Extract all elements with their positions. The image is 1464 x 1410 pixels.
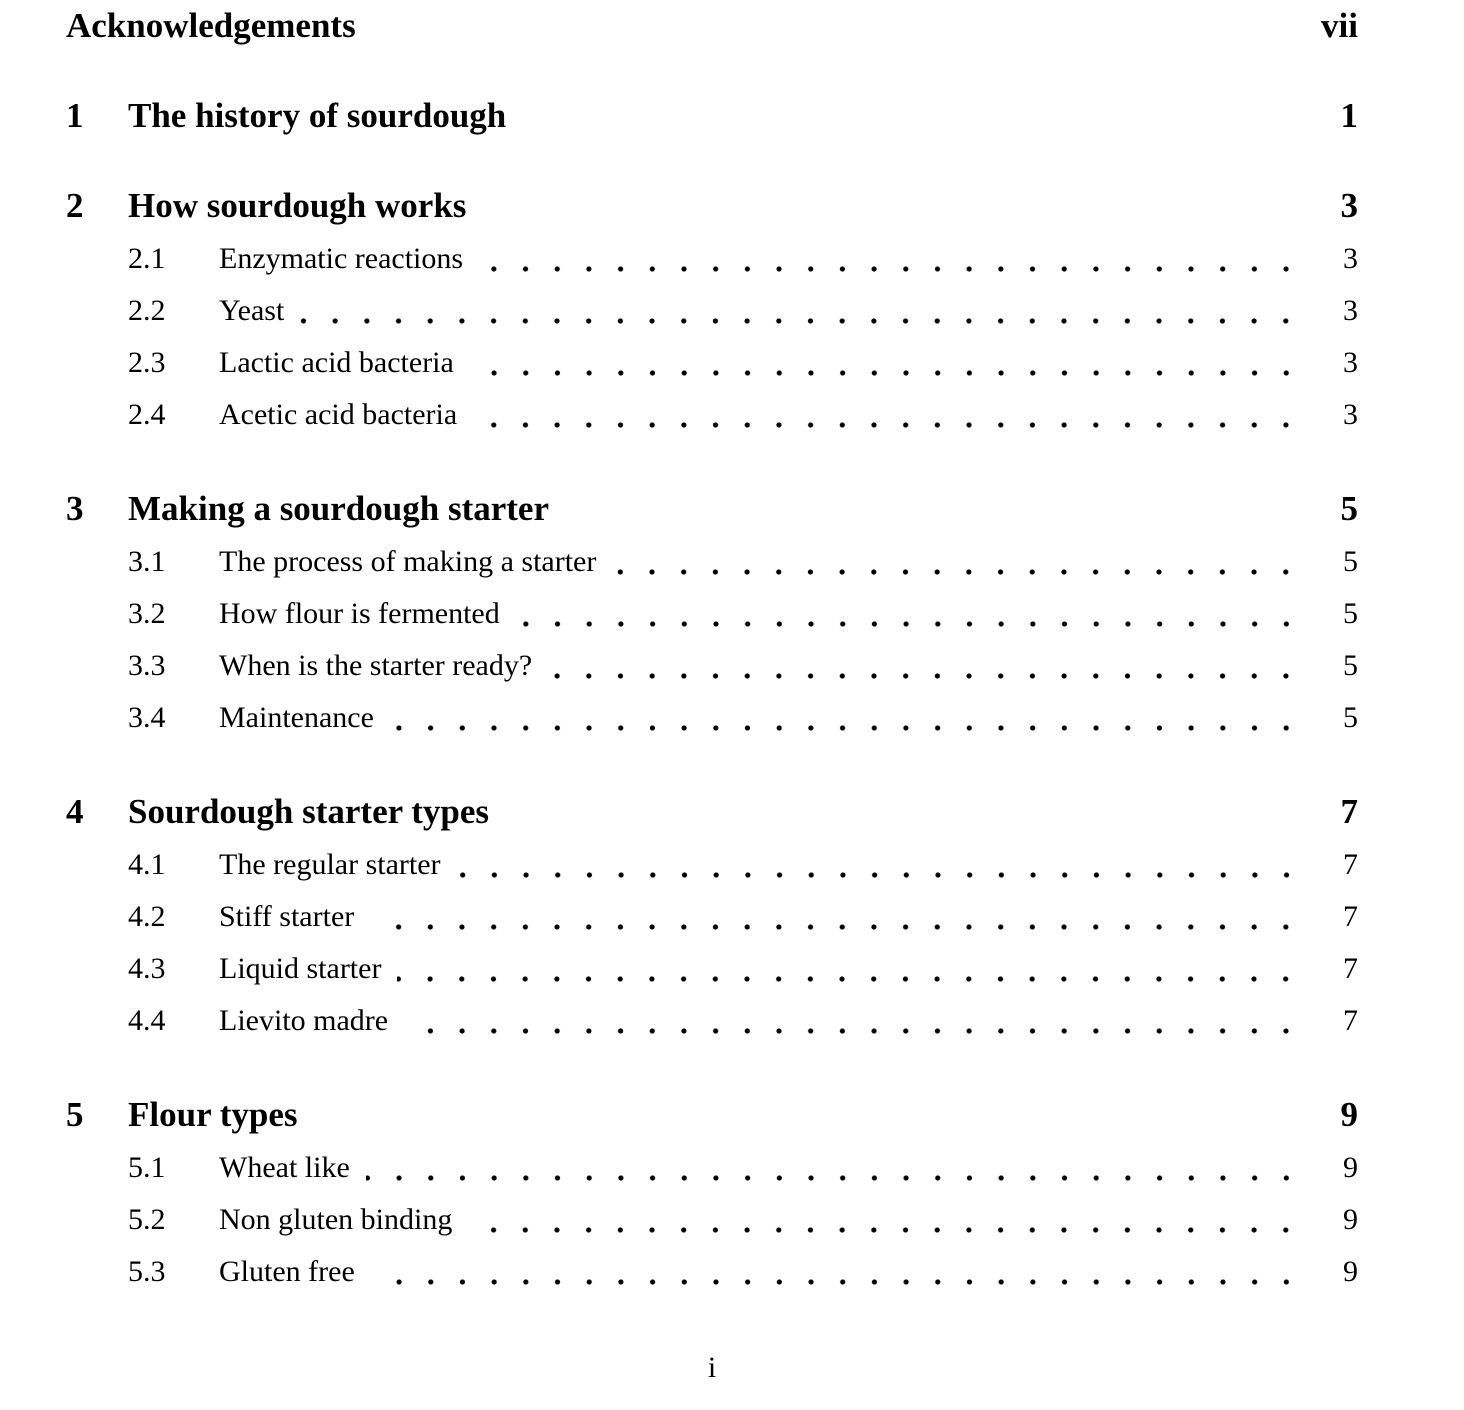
toc-chapter-entry	[66, 184, 1358, 228]
section-page-number: 7	[1343, 900, 1358, 933]
section-title: The regular starter	[219, 848, 441, 881]
section-number: 5.3	[128, 1255, 166, 1288]
chapter-page-number: 1	[1340, 96, 1358, 135]
section-page-number: 3	[1343, 242, 1358, 275]
section-title: Lievito madre	[219, 1004, 389, 1037]
section-number: 3.3	[128, 649, 166, 682]
section-page-number: 3	[1343, 398, 1358, 431]
toc-section-list	[66, 839, 1358, 1047]
chapter-number: 5	[66, 1095, 84, 1134]
section-number: 2.2	[128, 294, 166, 327]
section-page-number: 9	[1343, 1151, 1358, 1184]
chapter-page-number: 5	[1340, 489, 1358, 528]
section-title: Wheat like	[219, 1151, 350, 1184]
section-title: Acetic acid bacteria	[219, 398, 458, 431]
section-page-number: 5	[1343, 597, 1358, 630]
toc-chapter-group	[66, 1093, 1358, 1298]
toc-section-list	[66, 1142, 1358, 1298]
toc-section-entry	[128, 692, 1358, 744]
chapter-number: 1	[66, 96, 84, 135]
toc-section-entry	[128, 1246, 1358, 1298]
dot-leader	[350, 1142, 1302, 1194]
section-title: Enzymatic reactions	[219, 242, 464, 275]
chapter-title: Flour types	[128, 1095, 298, 1134]
toc-section-entry	[128, 389, 1358, 441]
section-page-number: 9	[1343, 1203, 1358, 1236]
spacer	[298, 1093, 1303, 1137]
toc-section-entry	[128, 588, 1358, 640]
section-title: Stiff starter	[219, 900, 355, 933]
section-title: When is the starter ready?	[219, 649, 533, 682]
section-number: 4.1	[128, 848, 166, 881]
toc-section-entry	[128, 233, 1358, 285]
toc-section-entry	[128, 1194, 1358, 1246]
section-page-number: 5	[1343, 701, 1358, 734]
dot-leader	[354, 891, 1302, 943]
page-footer	[66, 1346, 1358, 1390]
dot-leader	[500, 588, 1302, 640]
dot-leader	[457, 389, 1302, 441]
dot-leader	[441, 839, 1302, 891]
spacer	[356, 4, 1302, 48]
toc-section-entry	[128, 285, 1358, 337]
toc-chapter-entry	[66, 487, 1358, 531]
spacer	[466, 184, 1302, 228]
toc-section-entry	[128, 943, 1358, 995]
section-title: How flour is fermented	[219, 597, 500, 630]
chapter-number: 3	[66, 489, 84, 528]
toc-section-entry	[128, 839, 1358, 891]
frontmatter-page-number: vii	[1321, 6, 1358, 45]
toc-entry-acknowledgements	[66, 4, 1358, 48]
section-number: 2.3	[128, 346, 166, 379]
chapter-page-number: 7	[1340, 792, 1358, 831]
section-number: 4.2	[128, 900, 166, 933]
section-page-number: 9	[1343, 1255, 1358, 1288]
dot-leader	[284, 285, 1302, 337]
frontmatter-title: Acknowledgements	[66, 6, 356, 45]
section-page-number: 3	[1343, 346, 1358, 379]
spacer	[489, 790, 1302, 834]
section-number: 5.2	[128, 1203, 166, 1236]
chapter-page-number: 9	[1340, 1095, 1358, 1134]
toc-section-entry	[128, 995, 1358, 1047]
dot-leader	[463, 233, 1302, 285]
toc-chapter-entry	[66, 1093, 1358, 1137]
chapter-number: 4	[66, 792, 84, 831]
chapter-title: How sourdough works	[128, 186, 467, 225]
section-page-number: 7	[1343, 1004, 1358, 1037]
toc-chapter-list	[66, 94, 1358, 1298]
toc-chapter-group	[66, 487, 1358, 744]
chapter-page-number: 3	[1340, 186, 1358, 225]
dot-leader	[388, 995, 1302, 1047]
dot-leader	[381, 943, 1302, 995]
section-number: 2.1	[128, 242, 166, 275]
dot-leader	[355, 1246, 1302, 1298]
section-number: 2.4	[128, 398, 166, 431]
section-title: Gluten free	[219, 1255, 355, 1288]
section-number: 4.4	[128, 1004, 166, 1037]
page-number: i	[707, 1351, 717, 1384]
chapter-title: The history of sourdough	[128, 96, 507, 135]
section-title: Non gluten binding	[219, 1203, 453, 1236]
chapter-number: 2	[66, 186, 84, 225]
dot-leader	[532, 640, 1302, 692]
toc-section-list	[66, 233, 1358, 441]
dot-leader	[454, 337, 1302, 389]
toc-section-entry	[128, 1142, 1358, 1194]
toc-chapter-group	[66, 94, 1358, 138]
toc-section-entry	[128, 640, 1358, 692]
chapter-title: Sourdough starter types	[128, 792, 490, 831]
section-page-number: 5	[1343, 545, 1358, 578]
section-number: 3.4	[128, 701, 166, 734]
dot-leader	[374, 692, 1302, 744]
section-number: 3.1	[128, 545, 166, 578]
section-title: Maintenance	[219, 701, 374, 734]
section-title: The process of making a starter	[219, 545, 597, 578]
dot-leader	[596, 536, 1302, 588]
section-number: 5.1	[128, 1151, 166, 1184]
dot-leader	[452, 1194, 1302, 1246]
section-title: Liquid starter	[219, 952, 382, 985]
section-page-number: 7	[1343, 952, 1358, 985]
section-page-number: 3	[1343, 294, 1358, 327]
section-number: 4.3	[128, 952, 166, 985]
toc-section-list	[66, 536, 1358, 744]
chapter-title: Making a sourdough starter	[128, 489, 549, 528]
toc-chapter-group	[66, 790, 1358, 1047]
section-title: Yeast	[219, 294, 285, 327]
toc-section-entry	[128, 337, 1358, 389]
toc-chapter-group	[66, 184, 1358, 441]
toc-section-entry	[128, 536, 1358, 588]
section-number: 3.2	[128, 597, 166, 630]
section-page-number: 5	[1343, 649, 1358, 682]
spacer	[549, 487, 1302, 531]
toc-chapter-entry	[66, 94, 1358, 138]
toc-chapter-entry	[66, 790, 1358, 834]
section-page-number: 7	[1343, 848, 1358, 881]
toc-section-entry	[128, 891, 1358, 943]
spacer	[506, 94, 1302, 138]
section-title: Lactic acid bacteria	[219, 346, 454, 379]
